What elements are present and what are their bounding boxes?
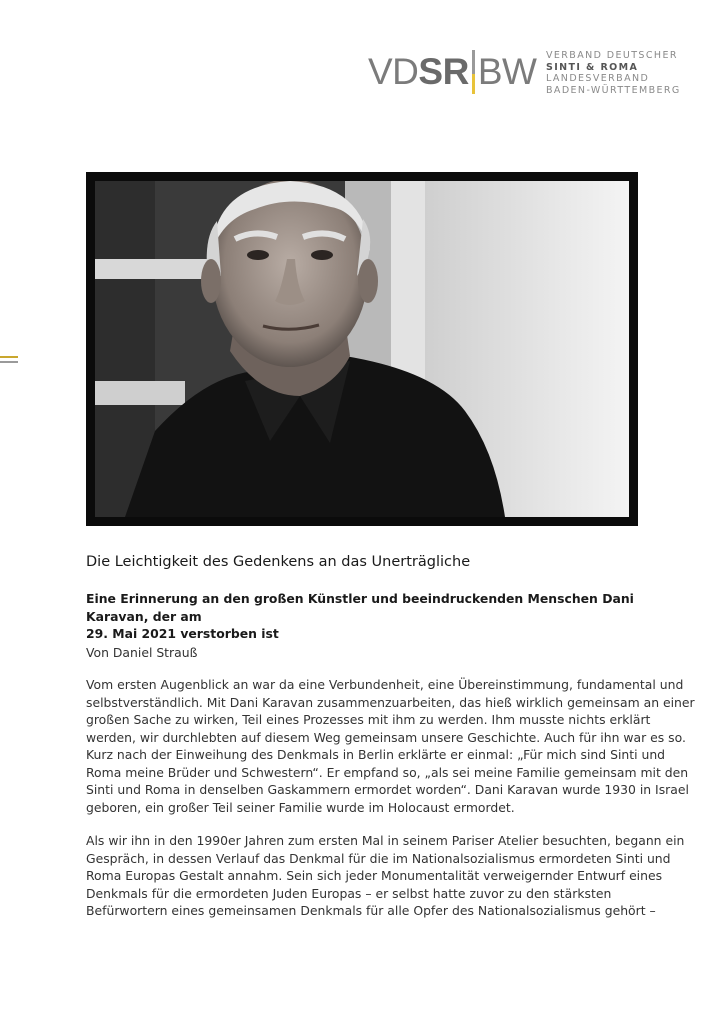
logo-organization-name [546,50,696,96]
logo-word-right: BW [477,51,537,92]
logo-line-4: BADEN-WÜRTTEMBERG [546,84,681,96]
logo-line-3: LANDESVERBAND [546,73,650,84]
paragraph-line: Roma meine Brüder und Schwestern“. Er empfand so, „als sei meine Familie gemeinsam mit den [86,764,689,780]
paragraph-2 [86,832,685,920]
logo-word-mid: SR [418,51,469,92]
paragraph-line: Sinti und Roma in denselben Gaskammern ermordet worden“. Dani Karavan wurde 1930 in Israel [86,782,689,797]
portrait-image [95,181,629,517]
paragraph-line: Befürwortern eines gemeinsamen Denkmals für alle Opfer des Nationalsozialismus gehört – [86,903,656,918]
paragraph-line: selbstverständlich. Mit Dani Karavan zusammenzuarbeiten, das hieß wirklich gemeinsam an einer [86,694,695,710]
paragraph-line: Vom ersten Augenblick an war da eine Verbundenheit, eine Übereinstimmung, fundamental und [86,677,684,692]
article-subtitle [86,590,642,643]
paragraph-line: Denkmals für die ermordeten Juden Europas – er selbst hatte zuvor zu den stärksten [86,885,612,901]
logo-word-left: VD [368,51,419,92]
paragraph-line: geboren, ein großer Teil seiner Familie wurde im Holocaust ermordet. [86,799,515,815]
subtitle-line: Eine Erinnerung an den großen Künstler und beeindruckenden Menschen Dani Karavan, der am [86,591,634,624]
logo-line-2: SINTI & ROMA [546,61,639,73]
logo-divider-bar [472,50,475,94]
subtitle-line: 29. Mai 2021 verstorben ist [86,626,279,641]
paragraph-line: Als wir ihn in den 1990er Jahren zum ersten Mal in seinem Pariser Atelier besuchten, begann ein [86,833,685,848]
paragraph-line: Roma Europas Gestalt annahm. Sein sich jeder Monumentalität verweigernder Entwurf eines [86,868,663,883]
portrait-photo [86,172,638,526]
paragraph-line: Gespräch, in dessen Verlauf das Denkmal für die im Nationalsozialismus ermordeten Sinti und [86,850,671,866]
logo-line-1: VERBAND DEUTSCHER [546,50,678,61]
margin-marker [0,356,18,365]
paragraph-line: großen Sache zu wirken, Teil eines Prozesses mit ihm zu werden. Ihm musste nichts erklärt [86,712,651,727]
paragraph-1 [86,676,695,816]
paragraph-line: werden, wir durchlebten auf diesem Weg gemeinsam unsere Geschichte. Auch für ihn war es so. [86,729,686,745]
article-title: Die Leichtigkeit des Gedenkens an das Unerträgliche [86,554,471,570]
paragraph-line: Kurz nach der Einweihung des Denkmals in Berlin erklärte er einmal: „Für mich sind Sinti und [86,747,666,762]
logo-wordmark [368,52,536,92]
article-author: Von Daniel Strauß [86,645,198,660]
